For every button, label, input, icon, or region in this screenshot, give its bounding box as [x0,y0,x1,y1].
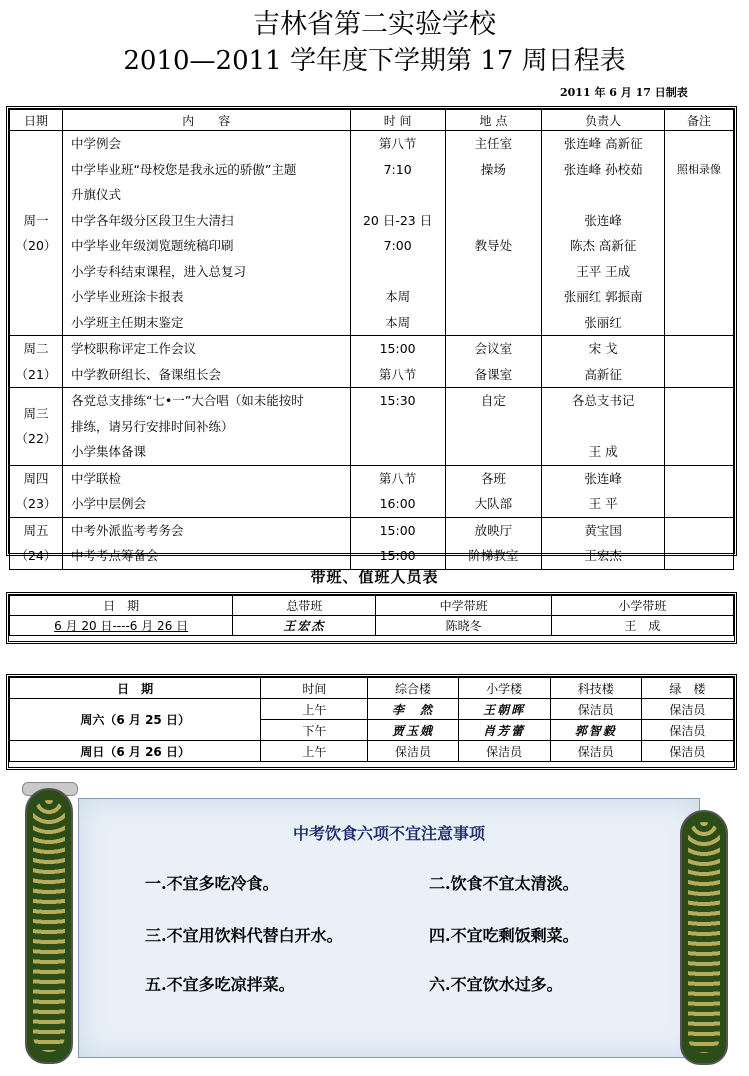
schedule-person: 黄宝国 [584,522,622,538]
schedule-time-cell [350,131,445,336]
tips-paper [78,798,700,1058]
schedule-person: 陈杰 高新征 [569,238,637,253]
weekend-header-time: 时间 [261,678,368,699]
sun-am-cell: 保洁员 [641,741,733,762]
schedule-person: 各总支书记 [571,393,635,408]
schedule-person: 张连峰 高新征 [563,136,643,151]
schedule-time: 15:00 [379,522,416,538]
day-cell [10,388,63,466]
schedule-time: 15:00 [379,341,416,356]
schedule-place: 自定 [480,393,506,408]
schedule-note [665,259,733,285]
schedule-content: 中学例会 [70,136,121,151]
schedule-place-cell [445,336,542,388]
schedule-person: 王平 王成 [576,263,631,279]
schedule-content: 中考外派监考考务会 [70,522,184,538]
weekday-date: （23） [15,496,57,511]
schedule-time-cell [350,388,445,466]
schedule-time [351,414,445,440]
schedule-note-cell [665,336,734,388]
schedule-note [665,310,733,336]
schedule-content-cell [62,131,350,336]
schedule-time: 7:10 [383,161,412,177]
duty-header-primary: 小学带班 [551,596,733,616]
schedule-person: 张丽红 郭振南 [563,289,643,304]
schedule-time [351,182,445,208]
schedule-person: 张连峰 [584,470,622,486]
schedule-table [9,109,734,570]
sat-pm-cell: 肖芳蕾 [458,720,550,741]
schedule-place [446,208,542,234]
duty-general-leader: 王宏杰 [233,616,376,636]
schedule-person: 王宏杰 [584,548,622,563]
schedule-place: 放映厅 [474,522,513,538]
schedule-note [665,543,733,569]
schedule-time [351,439,445,465]
schedule-person [542,182,664,208]
schedule-content: 中考考点筹备会 [70,548,159,563]
schedule-note [665,439,733,465]
weekday-label: 周五 [23,522,49,538]
schedule-note-cell [665,131,734,336]
duty-middle-leader: 陈晓冬 [376,616,551,636]
school-name: 吉林省第二实验学校 [253,9,496,40]
schedule-note [665,362,733,388]
header-person: 负责人 [542,110,665,131]
header-note: 备注 [665,110,734,131]
header-time: 时 间 [350,110,445,131]
schedule-place [446,182,542,208]
schedule-place: 阶梯教室 [468,548,519,563]
schedule-place [446,414,542,440]
schedule-place: 大队部 [474,496,513,511]
schedule-time: 第八节 [378,366,417,382]
schedule-place-cell [445,517,542,569]
schedule-person: 王 平 [588,496,618,511]
weekend-header-building1: 综合楼 [368,678,458,699]
schedule-person-cell [542,131,665,336]
schedule-place: 操场 [480,161,506,177]
schedule-content-cell [62,517,350,569]
schedule-content: 小学毕业班涂卡报表 [70,289,184,304]
schedule-person: 张丽红 [584,314,622,330]
schedule-note [665,208,733,234]
schedule-note-cell [665,388,734,466]
schedule-place: 教导处 [474,238,513,253]
schedule-content-cell [62,336,350,388]
schedule-note-cell [665,465,734,517]
schedule-time-cell [350,465,445,517]
weekday-label: 周三 [23,405,49,421]
schedule-time: 第八节 [378,470,417,486]
schedule-place: 各班 [480,470,506,486]
schedule-note [665,414,733,440]
schedule-frame [6,106,737,563]
schedule-time: 16:00 [379,496,416,511]
day-cell [10,517,63,569]
sat-pm-cell: 贾玉娥 [368,720,458,741]
weekday-date: （22） [15,431,57,447]
duty-section-title: 带班、值班人员表 [310,568,439,586]
duty-header-general: 总带班 [233,596,376,616]
weekend-table [9,677,734,762]
schedule-day-row [10,517,734,569]
schedule-content: 小学中层例会 [70,496,146,511]
schedule-title: 2010—2011 学年度下学期第 17 周日程表 [123,46,626,76]
schedule-person: 张连峰 孙校茹 [563,161,643,177]
duty-frame [6,592,737,644]
weekend-frame [6,674,737,770]
schedule-time-cell [350,517,445,569]
schedule-note [665,182,733,208]
tip-item: 五.不宜多吃凉拌菜。 [145,975,295,994]
saturday-label: 周六（6 月 25 日） [10,699,261,741]
schedule-note [665,466,733,492]
made-date: 2011 年 6 月 17 日制表 [560,86,688,99]
tip-item: 一.不宜多吃冷食。 [145,874,279,893]
header-place: 地 点 [445,110,542,131]
weekday-date: （24） [15,548,57,563]
schedule-place-cell [445,131,542,336]
sun-am-cell: 保洁员 [458,741,550,762]
schedule-place-cell [445,465,542,517]
schedule-content: 学校职称评定工作会议 [70,341,196,356]
schedule-time: 20 日-23 日 [362,212,433,228]
schedule-content: 升旗仪式 [70,187,121,202]
scroll-rod-left [25,788,73,1064]
tips-scroll [20,780,734,1070]
schedule-time-cell [350,336,445,388]
sunday-label: 周日（6 月 26 日） [10,741,261,762]
sat-pm-cell: 保洁员 [641,720,733,741]
day-cell [10,336,63,388]
duty-primary-leader: 王 成 [551,616,733,636]
schedule-content: 中学毕业年级浏览题统稿印刷 [70,238,234,253]
schedule-content: 中学教研组长、备课组长会 [70,366,221,382]
tip-item: 三.不宜用饮料代替白开水。 [145,926,343,945]
header-date: 日期 [10,110,63,131]
tip-item: 六.不宜饮水过多。 [429,975,563,994]
schedule-person-cell [542,336,665,388]
schedule-content: 小学班主任期末鉴定 [70,314,184,330]
weekday-date: （21） [15,366,57,382]
tip-item: 二.饮食不宜太清淡。 [429,874,579,893]
schedule-place: 备课室 [474,366,513,382]
duty-date-range: 6 月 20 日----6 月 26 日 [10,616,233,636]
schedule-note-cell [665,517,734,569]
duty-table [9,595,734,636]
schedule-place: 会议室 [474,341,513,356]
schedule-person: 王 成 [588,444,618,459]
schedule-content: 排练，请另行安排时间补练） [70,418,234,434]
sat-am-cell: 王朝晖 [458,699,550,720]
schedule-note [665,131,733,157]
sat-am-cell: 保洁员 [641,699,733,720]
schedule-day-row [10,388,734,466]
sat-am-time: 上午 [261,699,368,720]
sun-am-time: 上午 [261,741,368,762]
tips-title: 中考饮食六项不宜注意事项 [292,824,485,843]
schedule-note [665,284,733,310]
scroll-rod-right [680,810,728,1065]
schedule-person-cell [542,465,665,517]
schedule-time: 本周 [385,289,411,304]
weekday-label: 周二 [23,341,49,356]
schedule-content: 中学毕业班“母校您是我永远的骄傲”主题 [70,161,297,177]
schedule-note [665,491,733,517]
schedule-place [446,259,542,285]
schedule-note: 照相录像 [677,162,722,176]
schedule-note [665,336,733,362]
weekend-header-building3: 科技楼 [550,678,641,699]
schedule-content-cell [62,388,350,466]
schedule-place [446,310,542,336]
schedule-day-row [10,131,734,336]
schedule-content: 各党总支排练“七•一”大合唱（如未能按时 [70,393,304,408]
sat-pm-time: 下午 [261,720,368,741]
duty-header-middle: 中学带班 [376,596,551,616]
schedule-content: 中学各年级分区段卫生大清扫 [70,212,234,228]
schedule-person [542,414,664,440]
schedule-person-cell [542,517,665,569]
schedule-day-row [10,465,734,517]
schedule-place: 主任室 [474,136,513,151]
weekday-label: 周四 [23,470,49,486]
schedule-time: 15:00 [379,548,416,563]
sat-am-cell: 保洁员 [550,699,641,720]
tip-item: 四.不宜吃剩饭剩菜。 [429,926,579,945]
schedule-day-row [10,336,734,388]
schedule-time [351,259,445,285]
sat-am-cell: 李 然 [368,699,458,720]
schedule-time: 本周 [385,314,411,330]
schedule-person-cell [542,388,665,466]
schedule-note [665,388,733,414]
schedule-note [665,233,733,259]
duty-header-date: 日 期 [10,596,233,616]
schedule-place [446,284,542,310]
weekday-date: （20） [15,238,57,253]
schedule-person: 宋 戈 [588,341,618,356]
sat-pm-cell: 郭智毅 [550,720,641,741]
schedule-time: 15:30 [379,393,416,408]
day-cell [10,465,63,517]
weekday-label: 周一 [23,212,49,228]
weekend-header-date: 日 期 [10,678,261,699]
schedule-content: 中学联检 [70,470,121,486]
schedule-place-cell [445,388,542,466]
header-content: 内 容 [62,110,350,131]
sun-am-cell: 保洁员 [550,741,641,762]
day-cell [10,131,63,336]
schedule-content: 小学专科结束课程，进入总复习 [70,263,246,279]
schedule-time: 7:00 [383,238,412,253]
schedule-content-cell [62,465,350,517]
sun-am-cell: 保洁员 [368,741,458,762]
schedule-note [665,518,733,544]
schedule-time: 第八节 [378,136,417,151]
weekend-header-building4: 绿 楼 [641,678,733,699]
schedule-person: 高新征 [584,366,622,382]
schedule-content: 小学集体备课 [70,444,146,459]
schedule-place [446,439,542,465]
weekend-header-building2: 小学楼 [458,678,550,699]
schedule-person: 张连峰 [584,212,622,228]
